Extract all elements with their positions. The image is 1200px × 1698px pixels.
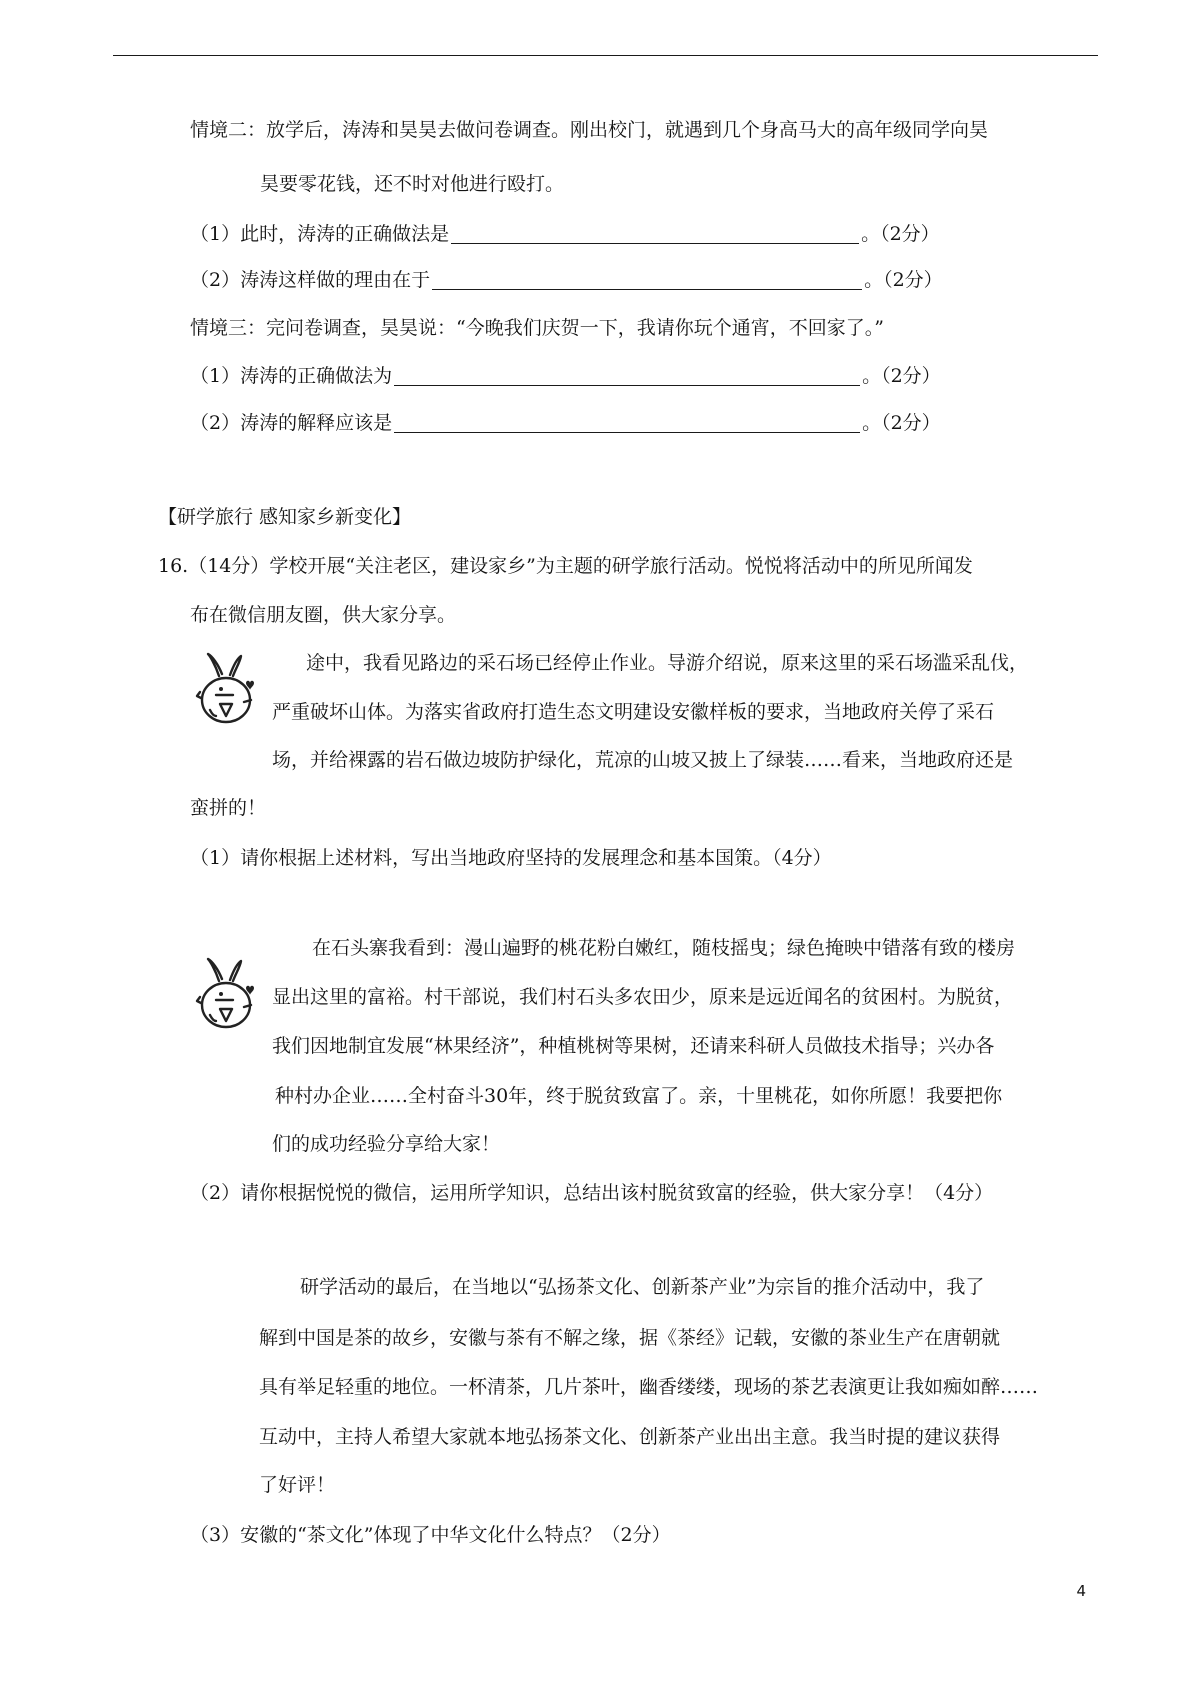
question-prefix: （2）涛涛的解释应该是 bbox=[190, 412, 393, 434]
question16-line1: 16.（14分）学校开展“关注老区，建设家乡”为主题的研学旅行活动。悦悦将活动中的所见所闻发 bbox=[158, 555, 973, 577]
post3-line3: 具有举足轻重的地位。一杯清茶，几片茶叶，幽香缕缕，现场的茶艺表演更让我如痴如醉…… bbox=[259, 1376, 1039, 1398]
header-rule bbox=[113, 55, 1098, 56]
scenario2-question-2 bbox=[190, 268, 943, 292]
question-score: 。（2分） bbox=[862, 412, 941, 434]
scenario3-question-2 bbox=[190, 411, 941, 435]
question-score: 。（2分） bbox=[864, 269, 943, 291]
post2-line1: 在石头寨我看到：漫山遍野的桃花粉白嫩红，随枝摇曳；绿色掩映中错落有致的楼房 bbox=[312, 937, 1016, 959]
post2-line2: 显出这里的富裕。村干部说，我们村石头多农田少，原来是远近闻名的贫困村。为脱贫， bbox=[272, 986, 1014, 1008]
answer-blank[interactable] bbox=[394, 367, 860, 386]
post1-line3: 场，并给裸露的岩石做边坡防护绿化，荒凉的山坡又披上了绿装……看来，当地政府还是 bbox=[272, 749, 1014, 771]
post3-line4: 互动中，主持人希望大家就本地弘扬茶文化、创新茶产业出出主意。我当时提的建议获得 bbox=[259, 1426, 1001, 1448]
scenario3-text: 情境三：完问卷调查，昊昊说：“今晚我们庆贺一下，我请你玩个通宵，不回家了。” bbox=[190, 317, 884, 339]
scenario3-question-1 bbox=[190, 364, 941, 388]
question-prefix: （1）此时，涛涛的正确做法是 bbox=[190, 223, 450, 245]
question-score: 。（2分） bbox=[862, 365, 941, 387]
answer-blank[interactable] bbox=[451, 225, 859, 244]
post2-line3: 我们因地制宜发展“林果经济”，种植桃树等果树，还请来科研人员做技术指导；兴办各 bbox=[272, 1035, 995, 1057]
answer-blank[interactable] bbox=[432, 271, 862, 290]
post1-line2: 严重破坏山体。为落实省政府打造生态文明建设安徽样板的要求，当地政府关停了采石 bbox=[272, 701, 995, 723]
scenario2-question-1 bbox=[190, 222, 940, 246]
post3-line1: 研学活动的最后，在当地以“弘扬茶文化、创新茶产业”为宗旨的推介活动中，我了 bbox=[300, 1276, 985, 1298]
question-prefix: （2）涛涛这样做的理由在于 bbox=[190, 269, 431, 291]
post2-line4: 种村办企业……全村奋斗30年，终于脱贫致富了。亲，十里桃花，如你所愿！我要把你 bbox=[275, 1085, 1003, 1107]
page-number: 4 bbox=[1076, 1582, 1086, 1600]
post2-line5: 们的成功经验分享给大家！ bbox=[272, 1133, 501, 1155]
subquestion-2: （2）请你根据悦悦的微信，运用所学知识，总结出该村脱贫致富的经验，供大家分享！（4分） bbox=[190, 1182, 994, 1204]
cartoon-rabbit-avatar-icon bbox=[188, 650, 264, 730]
post1-line4: 蛮拼的！ bbox=[190, 797, 267, 819]
scenario2-text-line2: 昊要零花钱，还不时对他进行殴打。 bbox=[260, 173, 565, 195]
scenario2-text-line1: 情境二：放学后，涛涛和昊昊去做问卷调查。刚出校门，就遇到几个身高马大的高年级同学向昊 bbox=[190, 119, 989, 141]
section-title: 【研学旅行 感知家乡新变化】 bbox=[158, 506, 412, 528]
cartoon-rabbit-avatar-icon bbox=[188, 955, 264, 1035]
post3-line5: 了好评！ bbox=[259, 1474, 336, 1496]
question16-line2: 布在微信朋友圈，供大家分享。 bbox=[190, 604, 457, 626]
subquestion-3: （3）安徽的“茶文化”体现了中华文化什么特点？（2分） bbox=[190, 1524, 671, 1546]
subquestion-1: （1）请你根据上述材料，写出当地政府坚持的发展理念和基本国策。（4分） bbox=[190, 847, 832, 869]
answer-blank[interactable] bbox=[394, 414, 860, 433]
post1-line1: 途中，我看见路边的采石场已经停止作业。导游介绍说，原来这里的采石场滥采乱伐， bbox=[306, 652, 1029, 674]
question-prefix: （1）涛涛的正确做法为 bbox=[190, 365, 393, 387]
post3-line2: 解到中国是茶的故乡，安徽与茶有不解之缘，据《茶经》记载，安徽的茶业生产在唐朝就 bbox=[259, 1327, 1001, 1349]
question-score: 。（2分） bbox=[861, 223, 940, 245]
